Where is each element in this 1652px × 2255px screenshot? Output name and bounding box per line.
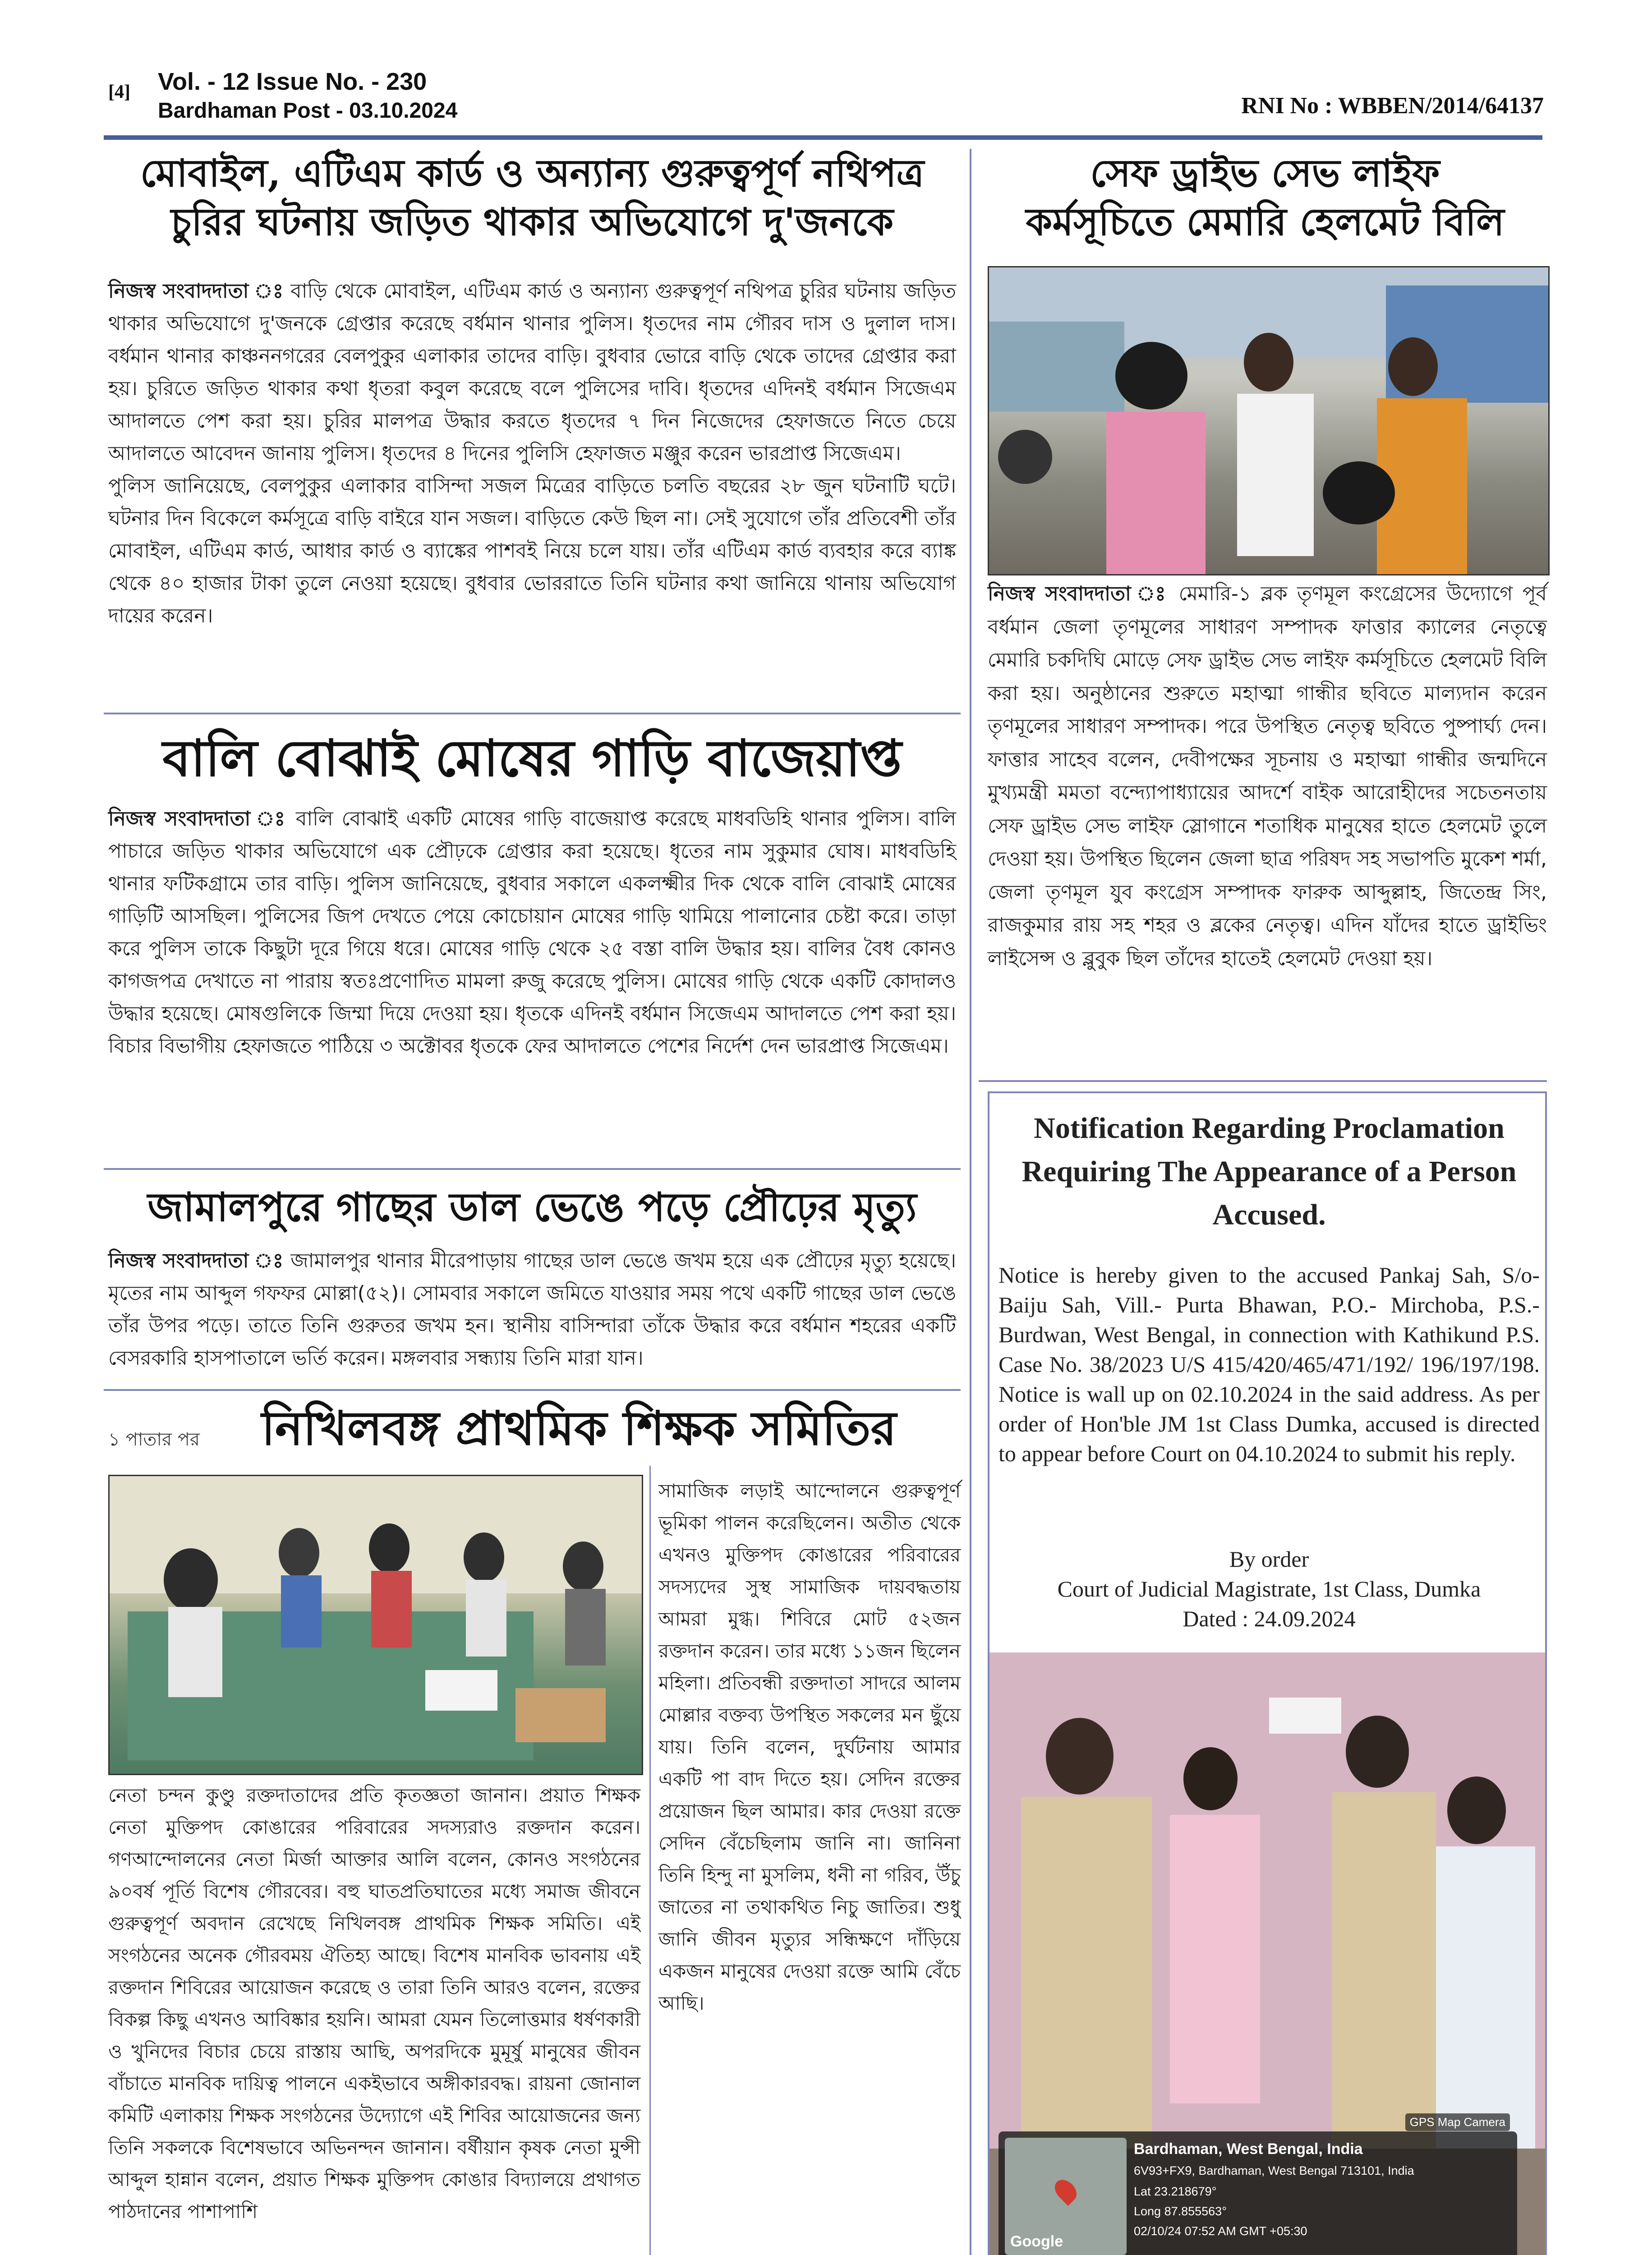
story5-byline: নিজস্ব সংবাদদাতা ঃ: [988, 582, 1169, 605]
story4-headline: নিখিলবঙ্গ প্রাথমিক শিক্ষক সমিতির: [262, 1400, 897, 1456]
notice-title: Notification Regarding Proclamation Requiring The Appearance of a Person Accused.: [1022, 1112, 1517, 1231]
story3-headline: জামালপুরে গাছের ডাল ভেঙে পড়ে প্রৌঢ়ের মৃত্যু: [147, 1183, 917, 1230]
continued-label: ১ পাতার পর: [108, 1429, 200, 1450]
story5-headline-line1: সেফ ড্রাইভ সেভ লাইফ: [1090, 151, 1440, 195]
divider: [979, 1080, 1547, 1082]
notice-posting-photo: [989, 1652, 1545, 2255]
story1-headline-line2: চুরির ঘটনায় জড়িত থাকার অভিযোগে দু'জনকে: [170, 199, 894, 244]
mini-map: [1005, 2138, 1127, 2255]
story4-col-right: সামাজিক লড়াই আন্দোলনে গুরুত্বপূর্ণ ভূমিকা পালন করেছিলেন। অতীত থেকে এখনও মুক্তিপদ কোঙারের পরিবারের সদস্যদের সুস্থ সামাজিক দায়বদ্ধতায় আমরা মুগ্ধ। শিবিরে মোট ৫২জন রক্তদান করেন। তার মধ্যে ১১জন ছিলেন মহিলা। প্রতিবন্ধী রক্তদাতা সাদরে আলম মোল্লার বক্তব্য উপস্থিত সকলের মন ছুঁয়ে যায়। তিনি বলেন, দুর্ঘটনায় আমার একটি পা বাদ দিতে হয়। সেদিন রক্তের প্রয়োজন ছিল আমার। কার দেওয়া রক্তে সেদিন বেঁচেছিলাম জানি না। জানিনা তিনি হিন্দু না মুসলিম, ধনী না গরিব, উঁচু জাতের না তথাকথিত নিচু জাতির। শুধু জানি জীবন মৃত্যুর সন্ধিক্ষণে দাঁড়িয়ে একজন মানুষের দেওয়া রক্তে আমি বেঁচে আছি।: [658, 1480, 961, 2014]
map-pin-icon: [1050, 2176, 1081, 2206]
gps-badge: GPS Map Camera: [1405, 2113, 1510, 2131]
notice-sign-line2: Court of Judicial Magistrate, 1st Class, Dumka: [1057, 1576, 1481, 1602]
story3-text: জামালপুর থানার মীরেপাড়ায় গাছের ডাল ভেঙে জখম হয়ে এক প্রৌঢ়ের মৃত্যু হয়েছে। মৃতের নাম আব্দুল গফফর মোল্লা(৫২)। সোমবার সকালে জমিতে যাওয়ার সময় পথে একটি গাছের ডাল ভেঙে তাঁর উপর পড়ে। তাতে তিনি গুরুতর জখম হন। স্থানীয় বাসিন্দারা তাঁকে উদ্ধার করে বর্ধমান শহরের একটি বেসরকারি হাসপাতালে ভর্তি করেন। মঙ্গলবার সন্ধ্যায় তিনি মারা যান।: [108, 1249, 956, 1370]
rni-number: RNI No : WBBEN/2014/64137: [1241, 93, 1544, 119]
divider: [104, 1168, 961, 1170]
photo-illustration: [110, 1476, 642, 1774]
gps-place: Bardhaman, West Bengal, India: [1134, 2140, 1363, 2158]
story4-col-left: নেতা চন্দন কুণ্ডু রক্তদাতাদের প্রতি কৃতজ্ঞতা জানান। প্রয়াত শিক্ষক নেতা মুক্তিপদ কোঙারের পরিবারের সদস্যরাও রক্তদান করেন। গণআন্দোলনের নেতা মির্জা আক্তার আলি বলেন, কোনও সংগঠনের ৯০বর্ষ পূর্তি বিশেষ গৌরবের। বহু ঘাতপ্রতিঘাতের মধ্যে সমাজ জীবনে গুরুত্বপূর্ণ অবদান রেখেছে নিখিলবঙ্গ প্রাথমিক শিক্ষক সমিতি। এই সংগঠনের অনেক গৌরবময় ঐতিহ্য আছে। বিশেষ মানবিক ভাবনায় এই রক্তদান শিবিরের আয়োজন করেছে ও তারা তিনি আরও বলেন, রক্তের বিকল্প কিছু এখনও আবিষ্কার হয়নি। আমরা যেমন তিলোত্তমার ধর্ষণকারী ও খুনিদের বিচার চেয়ে রাস্তায় আছি, অপরদিকে মুমূর্ষু মানুষের জীবন বাঁচাতে মানবিক দায়িত্ব পালনে একইভাবে অঙ্গীকারবদ্ধ। রায়না জোনাল কমিটি এলাকায় শিক্ষক সংগঠনের উদ্যোগে এই শিবির আয়োজনের জন্য তিনি সকলকে বিশেষভাবে অভিনন্দন জানান। বর্ষীয়ান কৃষক নেতা মুন্সী আব্দুল হান্নান বলেন, প্রয়াত শিক্ষক মুক্তিপদ কোঙার বিদ্যালয়ে প্রথাগত পাঠদানের পাশাপাশি: [108, 1784, 640, 2223]
blood-donation-camp-photo: [108, 1475, 643, 1775]
helmet-distribution-photo: [988, 266, 1550, 575]
column-divider: [970, 149, 971, 2255]
story5-body: [988, 577, 1547, 975]
divider: [104, 713, 961, 714]
header-rule: [104, 135, 1542, 140]
story2-text: বালি বোঝাই একটি মোষের গাড়ি বাজেয়াপ্ত করেছে মাধবডিহি থানার পুলিস। বালি পাচারে জড়িত থাকার অভিযোগে এক প্রৌঢ়কে গ্রেপ্তার করা হয়েছে। ধৃতের নাম সুকুমার ঘোষ। মাধবডিহি থানার ফটিকগ্রামে তার বাড়ি। পুলিস জানিয়েছে, বুধবার সকালে একলক্ষ্মীর দিক থেকে বালি বোঝাই মোষের গাড়িটি আসছিল। পুলিসের জিপ দেখতে পেয়ে কোচোয়ান মোষের গাড়ি থামিয়ে পালানোর চেষ্টা করে। তাড়া করে পুলিস তাকে কিছুটা দূরে গিয়ে ধরে। মোষের গাড়ি থেকে ২৫ বস্তা বালি উদ্ধার হয়। বালির বৈধ কোনও কাগজপত্র দেখাতে না পারায় স্বতঃপ্রণোদিত মামলা রুজু করেছে পুলিস। মোষের গাড়ি থেকে একটি কোদালও উদ্ধার হয়েছে। মোষগুলিকে জিম্মা দিয়ে দেওয়া হয়। ধৃতকে এদিনই বর্ধমান সিজেএম আদালতে পেশ করা হয়। বিচার বিভাগীয় হেফাজতে পাঠিয়ে ৩ অক্টোবর ধৃতকে ফের আদালতে পেশের নির্দেশ দেন ভারপ্রাপ্ত সিজেএম।: [108, 807, 956, 1058]
photo-illustration: [989, 267, 1548, 574]
notice-sign-line1: By order: [1229, 1546, 1309, 1572]
notice-sign-line3: Dated : 24.09.2024: [1183, 1606, 1356, 1631]
story1-byline: নিজস্ব সংবাদদাতা ঃ: [108, 280, 284, 303]
paper-date: Bardhaman Post - 03.10.2024: [158, 99, 458, 123]
volume-issue: Vol. - 12 Issue No. - 230: [158, 68, 427, 95]
gps-long: Long 87.855563°: [1134, 2204, 1227, 2218]
story2-byline: নিজস্ব সংবাদদাতা ঃ: [108, 807, 288, 830]
page-number: [4]: [108, 82, 130, 102]
gps-overlay: [999, 2115, 1517, 2255]
divider: [104, 1389, 961, 1391]
story1-headline-line1: মোবাইল, এটিএম কার্ড ও অন্যান্য গুরুত্বপূর্ণ নথিপত্র: [140, 151, 925, 195]
story1-headline: [104, 149, 961, 246]
story3-body: [108, 1245, 956, 1375]
notice-body: Notice is hereby given to the accused Pankaj Sah, S/o- Baiju Sah, Vill.- Purta Bhawan, P.O.- Mirchoba, P.S.- Burdwan, West Bengal, in connection with Kathikund P.S. Case No. 38/2023 U/S 415/420/465/471/192/ 196/197/198. Notice is wall up on 02.10.2024 in the said address. As per order of Hon'ble JM 1st Class Dumka, accused is directed to appear before Court on 04.10.2024 to submit his reply.: [999, 1262, 1540, 1466]
story2-body: [108, 803, 956, 1063]
inner-column-divider: [649, 1466, 651, 2255]
gps-address: 6V93+FX9, Bardhaman, West Bengal 713101, India: [1134, 2164, 1414, 2177]
notice-signature: [999, 1544, 1540, 1634]
story2-headline: বালি বোঝাই মোষের গাড়ি বাজেয়াপ্ত: [162, 729, 902, 788]
story1-para2: পুলিস জানিয়েছে, বেলপুকুর এলাকার বাসিন্দা সজল মিত্রের বাড়িতে চলতি বছরের ২৮ জুন ঘটনাটি ঘটে। ঘটনার দিন বিকেলে কর্মসূত্রে বাড়ি বাইরে যান সজল। বাড়িতে কেউ ছিল না। সেই সুযোগে তাঁর প্রতিবেশী তাঁর মোবাইল, এটিএম কার্ড, আধার কার্ড ও ব্যাঙ্কের পাশবই নিয়ে চলে যায়। তাঁর এটিএম কার্ড ব্যবহার করে ব্যাঙ্ক থেকে ৪০ হাজার টাকা তুলে নেওয়া হয়েছে। বুধবার ভোররাতে তিনি ঘটনার কথা জানিয়ে থানায় অভিযোগ দায়ের করেন।: [108, 474, 956, 627]
gps-lat: Lat 23.218679°: [1134, 2185, 1217, 2198]
gps-time: 02/10/24 07:52 AM GMT +05:30: [1134, 2224, 1307, 2238]
map-brand: Google: [1010, 2233, 1063, 2250]
story5-headline-line2: কর্মসূচিতে মেমারি হেলমেট বিলি: [1026, 199, 1505, 244]
court-notice: [988, 1091, 1547, 2255]
story3-byline: নিজস্ব সংবাদদাতা ঃ: [108, 1249, 284, 1272]
story5-headline: [983, 149, 1547, 246]
story1-body: [108, 275, 956, 632]
story5-text: মেমারি-১ ব্লক তৃণমূল কংগ্রেসের উদ্যোগে পূর্ব বর্ধমান জেলা তৃণমূলের সাধারণ সম্পাদক ফাত্তার ক্যালের নেতৃত্বে মেমারি চকদিঘি মোড়ে সেফ ড্রাইভ সেভ লাইফ কর্মসূচিতে হেলমেট বিলি করা হয়। অনুষ্ঠানের শুরুতে মহাত্মা গান্ধীর ছবিতে মাল্যদান করেন তৃণমূলের সাধারণ সম্পাদক। পরে উপস্থিত নেতৃত্ব ছবিতে পুষ্পার্ঘ্য দেন। ফাত্তার সাহেব বলেন, দেবীপক্ষের সূচনায় ও মহাত্মা গান্ধীর জন্মদিনে মুখ্যমন্ত্রী মমতা বন্দ্যোপাধ্যায়ের আদর্শে বাইক আরোহীদের সচেতনতায় সেফ ড্রাইভ সেভ লাইফ স্লোগানে শতাধিক মানুষের হাতে হেলমেট তুলে দেওয়া হয়। উপস্থিত ছিলেন জেলা ছাত্র পরিষদ সহ সভাপতি মুকেশ শর্মা, জেলা তৃণমূল যুব কংগ্রেস সম্পাদক ফারুক আব্দুল্লাহ, জিতেন্দ্র সিং, রাজকুমার রায় সহ শহর ও ব্লকের নেতৃত্ব। এদিন যাঁদের হাতে ড্রাইভিং লাইসেন্স ও ব্লুবুক ছিল তাঁদের হাতেই হেলমেট দেওয়া হয়।: [988, 582, 1547, 970]
story1-para1: বাড়ি থেকে মোবাইল, এটিএম কার্ড ও অন্যান্য গুরুত্বপূর্ণ নথিপত্র চুরির ঘটনায় জড়িত থাকার অভিযোগে দু'জনকে গ্রেপ্তার করেছে বর্ধমান থানার পুলিস। ধৃতদের নাম গৌরব দাস ও দুলাল দাস। বর্ধমান থানার কাঞ্চননগরের বেলপুকুর এলাকার তাদের বাড়ি। বুধবার ভোরে বাড়ি থেকে তাদের গ্রেপ্তার করা হয়। চুরিতে জড়িত থাকার কথা ধৃতরা কবুল করেছে বলে পুলিসের দাবি। ধৃতদের এদিনই বর্ধমান সিজেএম আদালতে পেশ করা হয়। চুরির মালপত্র উদ্ধার করতে ধৃতদের ৭ দিন নিজেদের হেফাজতে নিতে চেয়ে আদালতে আবেদন জানায় পুলিস। ধৃতদের ৪ দিনের পুলিসি হেফাজত মঞ্জুর করেন ভারপ্রাপ্ত সিজেএম।: [108, 280, 956, 465]
